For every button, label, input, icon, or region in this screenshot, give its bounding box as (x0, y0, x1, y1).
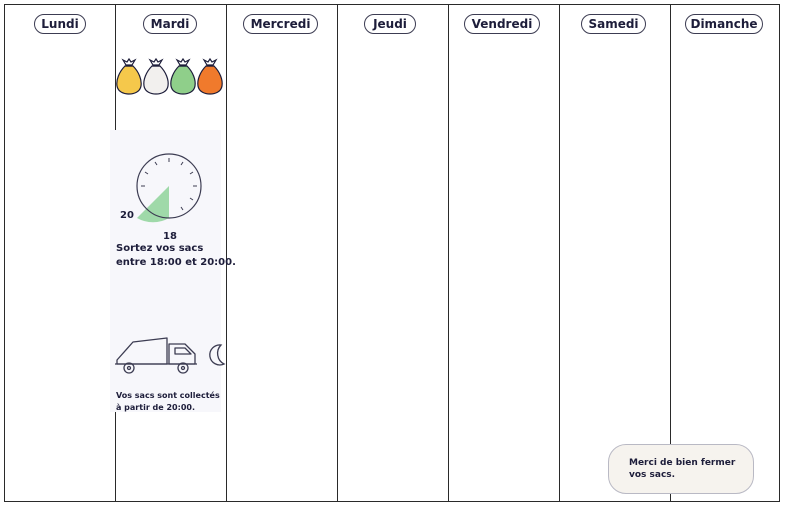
column-samedi (559, 5, 670, 501)
note-line-2: vos sacs. (629, 470, 676, 480)
put-out-line-1: Sortez vos sacs (116, 243, 204, 254)
trash-bag-icon (117, 59, 141, 94)
trash-bag-icon (144, 59, 168, 94)
day-header-vendredi: Vendredi (464, 14, 540, 34)
day-header-mercredi: Mercredi (243, 14, 318, 34)
put-out-line-2: entre 18:00 et 20:00. (116, 257, 236, 268)
collection-text (116, 390, 220, 414)
collection-line-1: Vos sacs sont collectés (116, 391, 220, 400)
day-header-dimanche: Dimanche (685, 14, 763, 34)
trash-bag-icon (171, 59, 195, 94)
day-header-samedi: Samedi (581, 14, 646, 34)
put-out-text (116, 242, 236, 270)
trash-bag-icon (198, 59, 222, 94)
day-header-lundi: Lundi (34, 14, 86, 34)
close-bags-note (608, 444, 754, 494)
collection-line-2: à partir de 20:00. (116, 403, 195, 412)
clock-start-label: 18 (163, 231, 177, 242)
column-jeudi (337, 5, 448, 501)
clock-end-label: 20 (120, 210, 134, 221)
column-lundi (5, 5, 115, 501)
column-dimanche (670, 5, 781, 501)
column-mercredi (226, 5, 337, 501)
column-vendredi (448, 5, 559, 501)
day-header-jeudi: Jeudi (364, 14, 416, 34)
clock-icon (126, 148, 210, 228)
moon-icon (205, 342, 227, 368)
note-line-1: Merci de bien fermer (629, 458, 736, 468)
day-header-mardi: Mardi (143, 14, 197, 34)
trash-bags-icon-group (114, 56, 226, 96)
